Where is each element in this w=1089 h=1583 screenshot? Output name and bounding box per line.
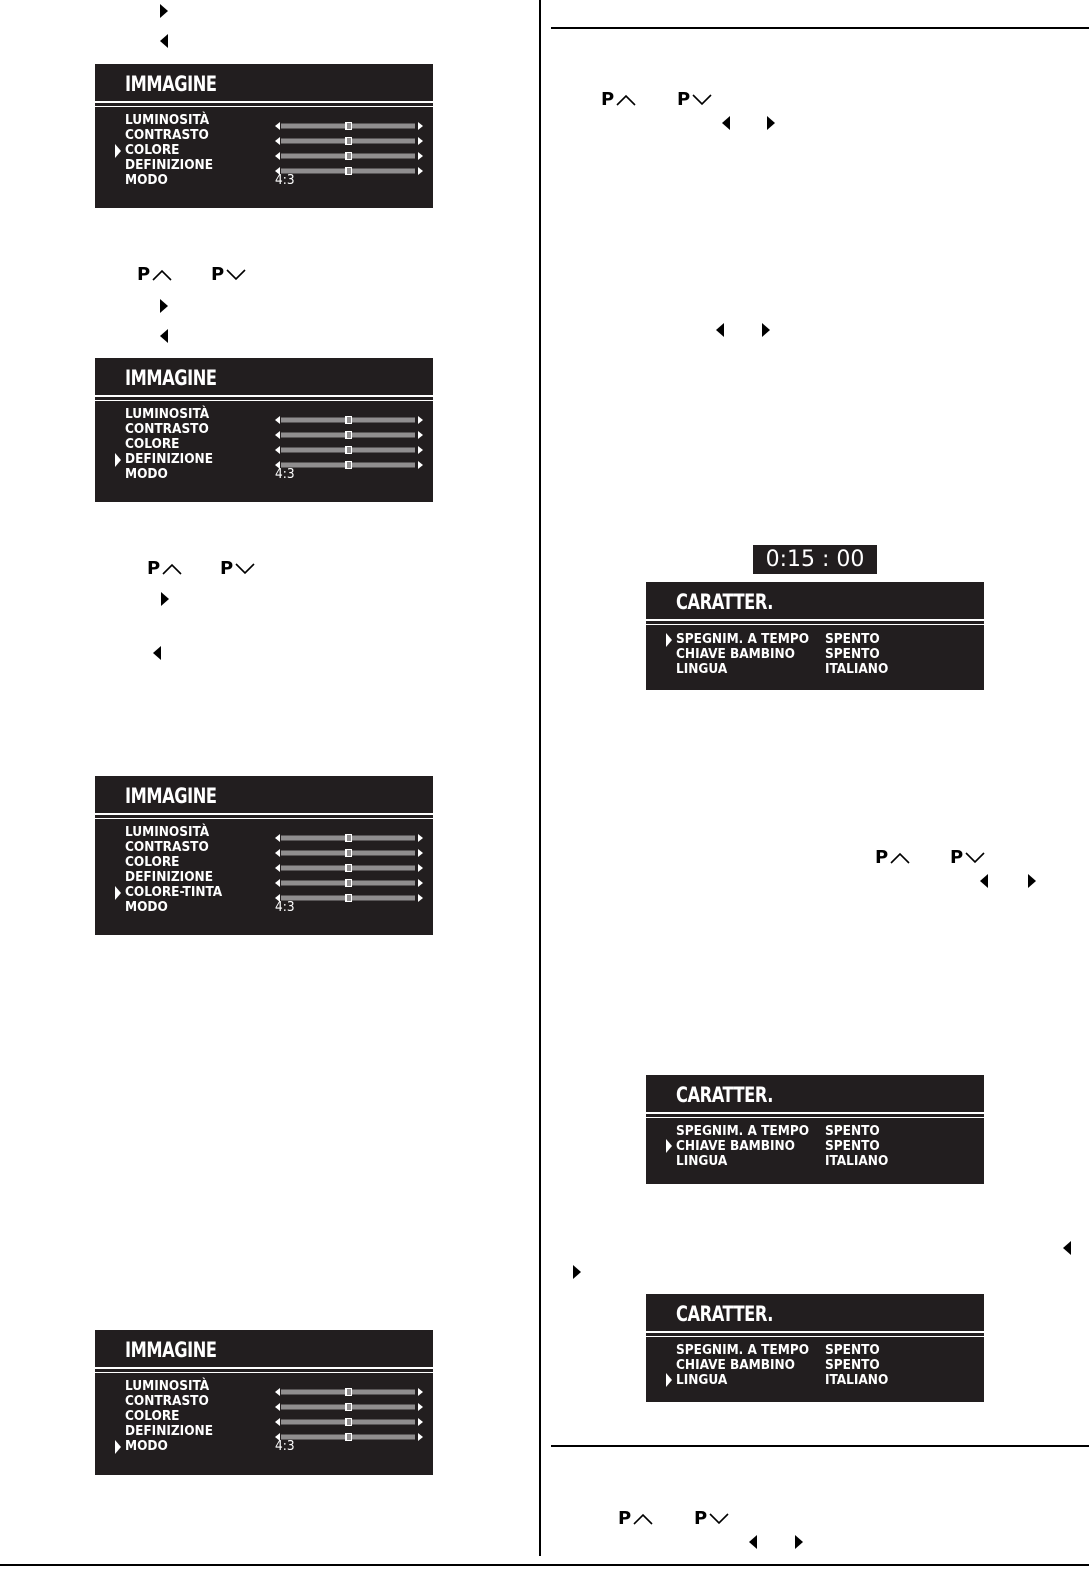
selection-pointer-icon — [114, 144, 122, 158]
menu-item-colore: COLORE — [125, 436, 180, 452]
p-up-key: P — [601, 89, 636, 111]
slider-left-cap-icon — [275, 416, 280, 424]
slider-graphic — [275, 863, 423, 873]
luminosita-slider — [275, 410, 423, 420]
p-up-key: P — [147, 558, 182, 580]
colore-slider — [275, 146, 423, 156]
osd-rule — [646, 619, 984, 621]
p-down-key: P — [694, 1508, 729, 1530]
spegnim-value: SPENTO — [825, 1342, 880, 1358]
menu-item-lingua: LINGUA — [676, 1153, 728, 1169]
menu-item-contrasto: CONTRASTO — [125, 1393, 209, 1409]
slider-graphic — [275, 136, 423, 146]
slider-left-cap-icon — [275, 879, 280, 887]
osd-rule — [95, 400, 433, 401]
osd-rule — [646, 624, 984, 625]
left-arrow-icon — [749, 1535, 757, 1549]
luminosita-slider — [275, 116, 423, 126]
slider-right-cap-icon — [418, 461, 423, 469]
menu-item-luminosita: LUMINOSITÀ — [125, 406, 210, 422]
menu-item-colore: COLORE — [125, 142, 180, 158]
menu-item-contrasto: CONTRASTO — [125, 127, 209, 143]
p-up-key: P — [875, 847, 910, 869]
right-arrow-icon — [1028, 874, 1036, 888]
definizione-slider — [275, 873, 423, 883]
modo-value: 4:3 — [275, 172, 295, 188]
left-arrow-icon — [980, 874, 988, 888]
right-arrow-icon — [767, 116, 775, 130]
slider-right-cap-icon — [418, 1388, 423, 1396]
modo-value: 4:3 — [275, 1438, 295, 1454]
osd-menu-caratter — [646, 582, 984, 690]
menu-item-definizione: DEFINIZIONE — [125, 157, 213, 173]
osd-rule — [95, 101, 433, 103]
contrasto-slider — [275, 843, 423, 853]
colore-slider — [275, 1412, 423, 1422]
menu-item-luminosita: LUMINOSITÀ — [125, 1378, 210, 1394]
chiave-value: SPENTO — [825, 1138, 880, 1154]
menu-item-contrasto: CONTRASTO — [125, 839, 209, 855]
p-down-key: P — [950, 847, 985, 869]
menu-item-luminosita: LUMINOSITÀ — [125, 824, 210, 840]
right-arrow-icon — [795, 1535, 803, 1549]
p-down-key: P — [220, 558, 255, 580]
slider-left-cap-icon — [275, 849, 280, 857]
slider-graphic — [275, 415, 423, 425]
slider-right-cap-icon — [418, 1433, 423, 1441]
slider-graphic — [275, 848, 423, 858]
osd-menu-title: CARATTER. — [676, 1083, 774, 1107]
chevron-up-icon — [633, 1513, 653, 1525]
slider-graphic — [275, 833, 423, 843]
slider-right-cap-icon — [418, 416, 423, 424]
slider-graphic — [275, 1387, 423, 1397]
osd-rule — [646, 1117, 984, 1118]
definizione-slider — [275, 161, 423, 171]
osd-rule — [646, 1112, 984, 1114]
osd-rule — [646, 1336, 984, 1337]
spegnim-value: SPENTO — [825, 1123, 880, 1139]
right-arrow-icon — [573, 1265, 581, 1279]
slider-graphic — [275, 1417, 423, 1427]
slider-left-cap-icon — [275, 137, 280, 145]
slider-graphic — [275, 460, 423, 470]
sleep-timer-display: 0:15 : 00 — [753, 545, 877, 574]
slider-graphic — [275, 166, 423, 176]
p-up-key: P — [137, 264, 172, 286]
chevron-up-icon — [152, 269, 172, 281]
slider-right-cap-icon — [418, 122, 423, 130]
right-arrow-icon — [762, 323, 770, 337]
left-arrow-icon — [1063, 1241, 1071, 1255]
menu-item-chiave: CHIAVE BAMBINO — [676, 1138, 796, 1154]
slider-right-cap-icon — [418, 1418, 423, 1426]
selection-pointer-icon — [114, 453, 122, 467]
chevron-up-icon — [616, 94, 636, 106]
modo-value: 4:3 — [275, 466, 295, 482]
osd-menu-immagine — [95, 776, 433, 935]
column-divider — [539, 0, 541, 1556]
menu-item-definizione: DEFINIZIONE — [125, 869, 213, 885]
p-down-key: P — [677, 89, 712, 111]
contrasto-slider — [275, 425, 423, 435]
right-arrow-icon — [160, 299, 168, 313]
osd-menu-title: IMMAGINE — [125, 784, 217, 808]
slider-graphic — [275, 878, 423, 888]
chevron-down-icon — [235, 563, 255, 575]
chiave-value: SPENTO — [825, 1357, 880, 1373]
section-rule-top — [551, 27, 1089, 29]
slider-left-cap-icon — [275, 864, 280, 872]
slider-right-cap-icon — [418, 1403, 423, 1411]
menu-item-contrasto: CONTRASTO — [125, 421, 209, 437]
menu-item-luminosita: LUMINOSITÀ — [125, 112, 210, 128]
chevron-up-icon — [162, 563, 182, 575]
chevron-down-icon — [226, 269, 246, 281]
menu-item-modo: MODO — [125, 1438, 168, 1454]
left-arrow-icon — [160, 34, 168, 48]
menu-item-definizione: DEFINIZIONE — [125, 451, 213, 467]
slider-right-cap-icon — [418, 864, 423, 872]
section-rule-bottom-right — [551, 1445, 1089, 1447]
slider-right-cap-icon — [418, 879, 423, 887]
slider-left-cap-icon — [275, 1388, 280, 1396]
slider-graphic — [275, 893, 423, 903]
menu-item-colore: COLORE — [125, 854, 180, 870]
osd-rule — [95, 1372, 433, 1373]
chevron-down-icon — [965, 852, 985, 864]
slider-left-cap-icon — [275, 152, 280, 160]
lingua-value: ITALIANO — [825, 661, 889, 677]
osd-menu-title: CARATTER. — [676, 590, 774, 614]
slider-right-cap-icon — [418, 849, 423, 857]
spegnim-value: SPENTO — [825, 631, 880, 647]
osd-menu-immagine — [95, 1330, 433, 1475]
slider-left-cap-icon — [275, 834, 280, 842]
chevron-down-icon — [709, 1513, 729, 1525]
menu-item-lingua: LINGUA — [676, 661, 728, 677]
selection-pointer-icon — [114, 886, 122, 900]
slider-right-cap-icon — [418, 167, 423, 175]
selection-pointer-icon — [114, 1440, 122, 1454]
selection-pointer-icon — [665, 1139, 673, 1153]
left-arrow-icon — [160, 329, 168, 343]
slider-right-cap-icon — [418, 137, 423, 145]
slider-left-cap-icon — [275, 431, 280, 439]
osd-menu-title: IMMAGINE — [125, 1338, 217, 1362]
slider-left-cap-icon — [275, 122, 280, 130]
menu-item-spegnim: SPEGNIM. A TEMPO — [676, 1342, 810, 1358]
right-arrow-icon — [161, 592, 169, 606]
osd-menu-title: CARATTER. — [676, 1302, 774, 1326]
p-down-key: P — [211, 264, 246, 286]
selection-pointer-icon — [665, 1373, 673, 1387]
lingua-value: ITALIANO — [825, 1372, 889, 1388]
slider-left-cap-icon — [275, 446, 280, 454]
modo-value: 4:3 — [275, 899, 295, 915]
menu-item-spegnim: SPEGNIM. A TEMPO — [676, 631, 810, 647]
osd-rule — [95, 106, 433, 107]
osd-rule — [646, 1331, 984, 1333]
menu-item-colore-tinta: COLORE-TINTA — [125, 884, 223, 900]
definizione-slider — [275, 1427, 423, 1437]
menu-item-chiave: CHIAVE BAMBINO — [676, 646, 796, 662]
slider-graphic — [275, 445, 423, 455]
slider-right-cap-icon — [418, 431, 423, 439]
slider-right-cap-icon — [418, 152, 423, 160]
osd-menu-immagine — [95, 64, 433, 208]
osd-menu-title: IMMAGINE — [125, 366, 217, 390]
slider-left-cap-icon — [275, 1403, 280, 1411]
colore-slider — [275, 858, 423, 868]
lingua-value: ITALIANO — [825, 1153, 889, 1169]
menu-item-modo: MODO — [125, 899, 168, 915]
p-up-key: P — [618, 1508, 653, 1530]
colore-tinta-slider — [275, 888, 423, 898]
chevron-up-icon — [890, 852, 910, 864]
luminosita-slider — [275, 828, 423, 838]
selection-pointer-icon — [665, 633, 673, 647]
osd-rule — [95, 818, 433, 819]
menu-item-modo: MODO — [125, 172, 168, 188]
osd-rule — [95, 813, 433, 815]
slider-graphic — [275, 151, 423, 161]
colore-slider — [275, 440, 423, 450]
menu-item-spegnim: SPEGNIM. A TEMPO — [676, 1123, 810, 1139]
osd-menu-caratter — [646, 1075, 984, 1184]
chevron-down-icon — [692, 94, 712, 106]
slider-right-cap-icon — [418, 894, 423, 902]
slider-graphic — [275, 121, 423, 131]
left-arrow-icon — [153, 646, 161, 660]
luminosita-slider — [275, 1382, 423, 1392]
menu-item-lingua: LINGUA — [676, 1372, 728, 1388]
slider-graphic — [275, 1432, 423, 1442]
chiave-value: SPENTO — [825, 646, 880, 662]
slider-left-cap-icon — [275, 1418, 280, 1426]
osd-menu-caratter — [646, 1294, 984, 1402]
slider-right-cap-icon — [418, 834, 423, 842]
slider-right-cap-icon — [418, 446, 423, 454]
osd-rule — [95, 1367, 433, 1369]
menu-item-modo: MODO — [125, 466, 168, 482]
left-arrow-icon — [722, 116, 730, 130]
slider-graphic — [275, 1402, 423, 1412]
contrasto-slider — [275, 1397, 423, 1407]
menu-item-definizione: DEFINIZIONE — [125, 1423, 213, 1439]
menu-item-colore: COLORE — [125, 1408, 180, 1424]
osd-menu-title: IMMAGINE — [125, 72, 217, 96]
right-arrow-icon — [160, 4, 168, 18]
page-bottom-rule — [0, 1564, 1089, 1566]
osd-menu-immagine — [95, 358, 433, 502]
menu-item-chiave: CHIAVE BAMBINO — [676, 1357, 796, 1373]
contrasto-slider — [275, 131, 423, 141]
osd-rule — [95, 395, 433, 397]
slider-graphic — [275, 430, 423, 440]
left-arrow-icon — [716, 323, 724, 337]
definizione-slider — [275, 455, 423, 465]
